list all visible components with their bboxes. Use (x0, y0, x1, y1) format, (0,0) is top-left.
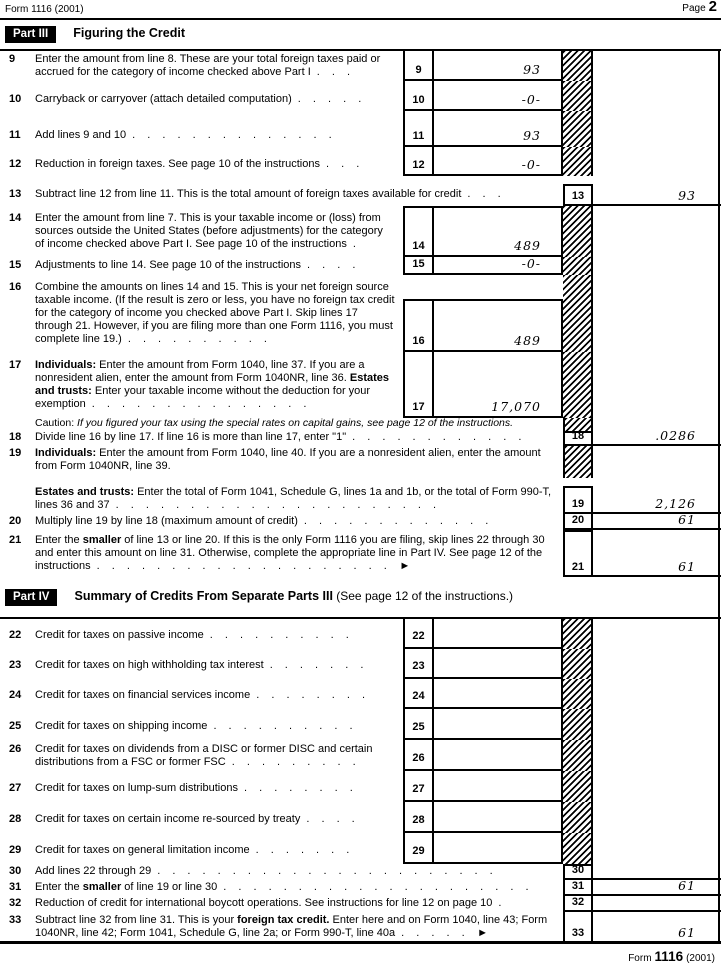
line-13-box-number: 13 (563, 184, 593, 206)
hatched-area (563, 81, 593, 111)
right-margin (593, 802, 721, 833)
line-20-amount-value: 61 (678, 512, 696, 527)
line-12-label (0, 147, 403, 176)
line-14-text: Enter the amount from line 7. This is your taxable income or (loss) from sources outside the United States (before adjustments) for the category of income checked above Part I. See page 10 of the instructions (35, 212, 383, 250)
line-32-amount-field[interactable] (593, 896, 721, 912)
line-15-box-number: 15 (403, 257, 434, 275)
line-30-dot-leader: . . . . . . . . . . . . . . . . . . . . . . . (157, 865, 498, 877)
line-15-row (0, 257, 721, 275)
line-20-label (0, 514, 563, 530)
line-17-amount-field[interactable] (434, 352, 563, 418)
right-edge-border (718, 50, 720, 943)
line-14-amount-field[interactable] (434, 206, 563, 257)
line-28-amount-field[interactable] (434, 802, 563, 833)
right-margin (593, 709, 721, 740)
line-26-label (0, 740, 403, 771)
line-32-gutter-number: 32 (9, 897, 22, 909)
line-19-box-number: 19 (563, 486, 593, 514)
line-32-label (0, 896, 563, 912)
line-13-dot-leader: . . . (467, 188, 506, 200)
line-24-text: Credit for taxes on financial services income (35, 689, 251, 701)
line-10-text: Carryback or carryover (attach detailed computation) (35, 93, 292, 105)
line-13-amount-value: 93 (678, 188, 696, 203)
line-24-box-number: 24 (403, 679, 434, 709)
line-16-amount-field[interactable] (434, 299, 563, 352)
hatched-area (563, 802, 593, 833)
hatched-area (563, 679, 593, 709)
hatched-area (563, 771, 593, 802)
line-12-dot-leader: . . . (325, 158, 364, 170)
line-21-bold-smaller: smaller (82, 534, 122, 546)
line-33-gutter-number: 33 (9, 913, 22, 926)
line-29-dot-leader: . . . . . . . (255, 844, 354, 856)
right-margin (593, 147, 721, 176)
line-28-gutter-number: 28 (9, 813, 22, 825)
line-22-gutter-number: 22 (9, 629, 22, 641)
line-16-row (0, 275, 721, 352)
line-17-row (0, 352, 721, 418)
line-29-text: Credit for taxes on general limitation income (35, 844, 250, 856)
line-19-bold-estates: Estates and trusts: (35, 486, 135, 498)
line-19-estates-row (0, 486, 721, 514)
caution-row (0, 418, 721, 431)
line-19-amount-field[interactable] (593, 486, 721, 514)
line-13-gutter-number: 13 (9, 188, 22, 200)
line-16-dot-leader: . . . . . . . . . . (127, 333, 272, 345)
line-31-box-number: 31 (563, 880, 593, 896)
line-23-amount-field[interactable] (434, 649, 563, 679)
line-30-row (0, 864, 721, 880)
line-33-box-number: 33 (563, 912, 593, 941)
line-24-dot-leader: . . . . . . . . (256, 689, 370, 701)
line-26-gutter-number: 26 (9, 742, 22, 755)
hatched-area (563, 257, 593, 275)
right-arrow-icon: ► (399, 560, 411, 572)
line-25-dot-leader: . . . . . . . . . . (213, 720, 358, 732)
line-33-text-1: Subtract line 32 from line 31. This is your (35, 913, 238, 926)
line-26-dot-leader: . . . . . . . . . (231, 755, 361, 768)
line-21-label (0, 530, 563, 577)
line-17-box-number: 17 (403, 352, 434, 418)
hatched-area (563, 275, 593, 352)
line-19-bold-individuals: Individuals: (35, 447, 97, 459)
line-10-box-number: 10 (403, 81, 434, 111)
footer-form-year: (2001) (686, 952, 715, 963)
line-31-text-1: Enter the (35, 881, 83, 893)
line-10-row (0, 81, 721, 111)
line-33-dot-leader: . . . . . (401, 926, 470, 939)
line-9-amount-field[interactable] (434, 51, 563, 81)
line-17-text-2: Enter your taxable income without the deduction for your exemption (35, 385, 371, 410)
line-15-text: Adjustments to line 14. See page 10 of the instructions (35, 259, 301, 271)
caution-text (0, 418, 563, 431)
line-12-row (0, 147, 721, 176)
line-10-label (0, 81, 403, 111)
line-16-text: Combine the amounts on lines 14 and 15. This is your net foreign source taxable income. (If the result is zero or less, you have no foreign tax credit for the category of income you checked above Part I. Skip lines 17 through 21. However, if you are filing more than one Form 1116, you must complete line 19.) (35, 281, 395, 345)
line-19-individuals-row (0, 446, 721, 486)
line-22-box-number: 22 (403, 619, 434, 649)
line-27-amount-field[interactable] (434, 771, 563, 802)
line-16-box-number: 16 (403, 299, 434, 352)
line-10-amount-value: -0- (521, 92, 541, 107)
line-15-gutter-number: 15 (9, 259, 22, 271)
line-21-gutter-number: 21 (9, 534, 22, 546)
hatched-area (563, 147, 593, 176)
right-margin (593, 833, 721, 864)
right-margin (593, 649, 721, 679)
line-25-gutter-number: 25 (9, 720, 22, 732)
hatched-area (563, 740, 593, 771)
part4-header (0, 577, 721, 619)
hatched-area (563, 833, 593, 864)
line-11-dot-leader: . . . . . . . . . . . . . . (132, 129, 337, 141)
line-14-gutter-number: 14 (9, 212, 22, 224)
line-18-gutter-number: 18 (9, 431, 22, 443)
line-14-dot-leader: . (352, 238, 361, 250)
line-28-label (0, 802, 403, 833)
line-29-gutter-number: 29 (9, 844, 22, 856)
line-14-amount-value: 489 (514, 238, 541, 253)
line-21-text-2: of line 13 or line 20. If this is the only Form 1116 you are filing, skip lines 22 through 30 and enter this amount on line 31. Otherwise, complete the appropriate line in Part IV. See page 12 of the instructions (35, 534, 545, 572)
line-30-amount-field[interactable] (593, 864, 721, 880)
line-25-box-number: 25 (403, 709, 434, 740)
line-19-dot-leader: . . . . . . . . . . . . . . . . . . . . . . (115, 499, 441, 511)
line-21-amount-field[interactable] (593, 530, 721, 577)
line-12-amount-value: -0- (521, 157, 541, 172)
right-margin (593, 257, 721, 275)
line-9-row (0, 51, 721, 81)
line-33-amount-value: 61 (678, 925, 696, 940)
line-30-text: Add lines 22 through 29 (35, 865, 152, 877)
line-29-row (0, 833, 721, 864)
line-15-dot-leader: . . . . (307, 259, 360, 271)
part4-title-bold: Summary of Credits From Separate Parts III (74, 589, 333, 603)
line-31-dot-leader: . . . . . . . . . . . . . . . . . . . . . (223, 881, 534, 893)
line-27-row (0, 771, 721, 802)
line-21-row (0, 530, 721, 577)
line-17-dot-leader: . . . . . . . . . . . . . . . (91, 398, 311, 410)
line-33-bold-ftc: foreign tax credit. (237, 913, 330, 926)
line-22-amount-field[interactable] (434, 619, 563, 649)
line-15-amount-value: -0- (521, 256, 541, 271)
line-26-row (0, 740, 721, 771)
part4-tag: Part IV (5, 589, 57, 606)
line-19-estates-label (0, 486, 563, 514)
right-margin (593, 352, 721, 418)
line-30-gutter-number: 30 (9, 865, 22, 877)
line-28-row (0, 802, 721, 833)
line-23-label (0, 649, 403, 679)
line-24-row (0, 679, 721, 709)
line-9-label (0, 51, 403, 81)
right-margin (593, 81, 721, 111)
line-13-text: Subtract line 12 from line 11. This is the total amount of foreign taxes available for credit (35, 188, 462, 200)
line-19-estates-text: Enter the total of Form 1041, Schedule G, lines 1a and 1b, or the total of Form 990-T, lines 36 and 37 (35, 486, 552, 511)
line-12-box-number: 12 (403, 147, 434, 176)
line-16-amount-value: 489 (514, 333, 541, 348)
hatched-area (563, 51, 593, 81)
line-9-dot-leader: . . . (316, 66, 355, 78)
right-margin (593, 619, 721, 649)
line-20-dot-leader: . . . . . . . . . . . . . (303, 515, 493, 527)
right-margin (593, 51, 721, 81)
hatched-area (563, 352, 593, 418)
line-18-label (0, 431, 563, 446)
right-arrow-icon: ► (477, 926, 489, 939)
line-17-gutter-number: 17 (9, 359, 22, 371)
line-14-box-number: 14 (403, 206, 434, 257)
line-22-text: Credit for taxes on passive income (35, 629, 204, 641)
line-20-row (0, 514, 721, 530)
caution-label: Caution: (35, 417, 75, 429)
line-31-amount-field[interactable] (593, 880, 721, 896)
line-19-gutter-number: 19 (9, 447, 22, 459)
line-20-box-number: 20 (563, 514, 593, 530)
line-15-label (0, 257, 403, 275)
line-16-label (0, 275, 403, 352)
footer-form-number: 1116 (654, 948, 684, 963)
right-margin (593, 771, 721, 802)
line-9-box-number: 9 (403, 51, 434, 81)
part3-header (0, 20, 721, 51)
page-footer (0, 944, 721, 963)
line-19-amount-value: 2,126 (655, 496, 696, 511)
line-30-box-number: 30 (563, 864, 593, 880)
line-26-amount-field[interactable] (434, 740, 563, 771)
footer-form-label: Form (628, 952, 652, 963)
line-17-bold-individuals: Individuals: (35, 359, 97, 371)
line-28-box-number: 28 (403, 802, 434, 833)
line-10-amount-field[interactable] (434, 81, 563, 111)
part4-title-note: (See page 12 of the instructions.) (332, 589, 514, 603)
line-18-dot-leader: . . . . . . . . . . . . (352, 431, 526, 443)
line-21-box-number: 21 (563, 530, 593, 577)
line-18-box-number: 18 (563, 431, 593, 446)
form-id-text: Form 1116 (2001) (5, 4, 84, 15)
line-14-row (0, 206, 721, 257)
line-12-amount-field[interactable] (434, 147, 563, 176)
line-10-dot-leader: . . . . . (297, 93, 366, 105)
page-header (0, 0, 721, 20)
line-31-gutter-number: 31 (9, 881, 22, 893)
line-23-dot-leader: . . . . . . . (269, 659, 368, 671)
line-17-text-1: Enter the amount from Form 1040, line 37. If you are a nonresident alien, enter the amount from Form 1040NR, line 36. (35, 359, 365, 384)
line-16-gutter-number: 16 (9, 281, 22, 293)
line-13-label (0, 188, 563, 206)
line-24-label (0, 679, 403, 709)
line-27-text: Credit for taxes on lump-sum distributions (35, 782, 238, 794)
line-31-amount-value: 61 (678, 878, 696, 893)
line-11-box-number: 11 (403, 111, 434, 147)
line-28-text: Credit for taxes on certain income re-sourced by treaty (35, 813, 301, 825)
line-32-dot-leader: . (498, 897, 506, 909)
caution-body: If you figured your tax using the special rates on capital gains, see page 12 of the instructions. (74, 417, 514, 429)
right-margin (593, 679, 721, 709)
line-18-row (0, 428, 721, 446)
line-12-gutter-number: 12 (9, 158, 22, 170)
line-11-amount-value: 93 (523, 128, 541, 143)
line-18-ratio-field[interactable] (593, 428, 721, 446)
line-25-text: Credit for taxes on shipping income (35, 720, 208, 732)
line-10-gutter-number: 10 (9, 93, 22, 105)
part4-title (75, 589, 514, 603)
line-25-amount-field[interactable] (434, 709, 563, 740)
line-13-amount-field[interactable] (593, 184, 721, 206)
line-23-gutter-number: 23 (9, 659, 22, 671)
line-21-dot-leader: . . . . . . . . . . . . . . . . . . . . (96, 560, 392, 572)
line-32-text: Reduction of credit for international boycott operations. See instructions for line 12 on page 10 (35, 897, 493, 909)
hatched-area (563, 111, 593, 147)
line-33-label (0, 912, 563, 941)
line-22-row (0, 619, 721, 649)
line-11-gutter-number: 11 (9, 129, 21, 141)
line-21-text-1: Enter the (35, 534, 83, 546)
line-18-ratio-value: .0286 (655, 428, 696, 443)
right-margin (593, 275, 721, 352)
line-31-bold-smaller: smaller (82, 881, 122, 893)
page-label: Page (682, 3, 706, 14)
line-11-text: Add lines 9 and 10 (35, 129, 127, 141)
line-23-row (0, 649, 721, 679)
line-29-amount-field[interactable] (434, 833, 563, 864)
hatched-area (563, 206, 593, 257)
right-margin (593, 740, 721, 771)
line-32-box-number: 32 (563, 896, 593, 912)
line-33-row (0, 912, 721, 941)
page-number: 2 (708, 0, 717, 15)
hatched-area (563, 619, 593, 649)
line-27-gutter-number: 27 (9, 782, 22, 794)
line-22-label (0, 619, 403, 649)
line-15-amount-field[interactable] (434, 257, 563, 275)
part3-title: Figuring the Credit (73, 26, 186, 40)
hatched-area (563, 709, 593, 740)
line-29-label (0, 833, 403, 864)
line-25-label (0, 709, 403, 740)
line-31-label (0, 880, 563, 896)
page-indicator (682, 0, 717, 15)
line-20-amount-field[interactable] (593, 514, 721, 530)
line-19-individuals-text: Enter the amount from Form 1040, line 40. If you are a nonresident alien, enter the amount from Form 1040NR, line 39. (35, 447, 541, 472)
line-17-amount-value: 17,070 (491, 399, 541, 414)
line-30-label (0, 864, 563, 880)
line-20-gutter-number: 20 (9, 515, 22, 527)
line-20-text: Multiply line 19 by line 18 (maximum amount of credit) (35, 515, 298, 527)
right-margin (593, 206, 721, 257)
right-margin (593, 446, 721, 486)
line-32-row (0, 896, 721, 912)
line-19-individuals-label (0, 446, 563, 486)
part3-tag: Part III (5, 26, 56, 43)
line-9-gutter-number: 9 (9, 53, 16, 65)
line-33-text-2: Enter here and on Form 1040, line 43; Form 1040NR, line 42; Form 1041, Schedule G, line 2a; or Form 990-T, line 40a (35, 913, 548, 939)
line-31-row (0, 880, 721, 896)
line-17-bold-estates: Estates and trusts: (35, 372, 390, 397)
line-27-dot-leader: . . . . . . . . (243, 782, 358, 794)
line-24-amount-field[interactable] (434, 679, 563, 709)
line-33-amount-field[interactable] (593, 912, 721, 941)
line-21-amount-value: 61 (678, 559, 696, 574)
line-24-gutter-number: 24 (9, 689, 22, 701)
line-14-label (0, 206, 403, 257)
line-27-label (0, 771, 403, 802)
line-23-box-number: 23 (403, 649, 434, 679)
line-17-label (0, 352, 403, 418)
line-11-row (0, 111, 721, 147)
line-26-text: Credit for taxes on dividends from a DISC or former DISC and certain distributions from a FSC or former FSC (35, 742, 373, 768)
line-25-row (0, 709, 721, 740)
line-27-box-number: 27 (403, 771, 434, 802)
line-13-row (0, 176, 721, 206)
line-23-text: Credit for taxes on high withholding tax interest (35, 659, 264, 671)
right-margin (593, 111, 721, 147)
line-26-box-number: 26 (403, 740, 434, 771)
line-11-label (0, 111, 403, 147)
line-28-dot-leader: . . . . (306, 813, 360, 825)
line-12-text: Reduction in foreign taxes. See page 10 of the instructions (35, 158, 320, 170)
hatched-area (563, 446, 593, 478)
hatched-area (563, 649, 593, 679)
line-18-text: Divide line 16 by line 17. If line 16 is more than line 17, enter "1" (35, 431, 347, 443)
line-29-box-number: 29 (403, 833, 434, 864)
line-31-text-2: of line 19 or line 30 (121, 881, 218, 893)
line-11-amount-field[interactable] (434, 111, 563, 147)
line-9-text: Enter the amount from line 8. These are your total foreign taxes paid or accrued for the category of income checked above Part I (35, 53, 381, 78)
line-22-dot-leader: . . . . . . . . . . (209, 629, 354, 641)
line-9-amount-value: 93 (523, 62, 541, 77)
